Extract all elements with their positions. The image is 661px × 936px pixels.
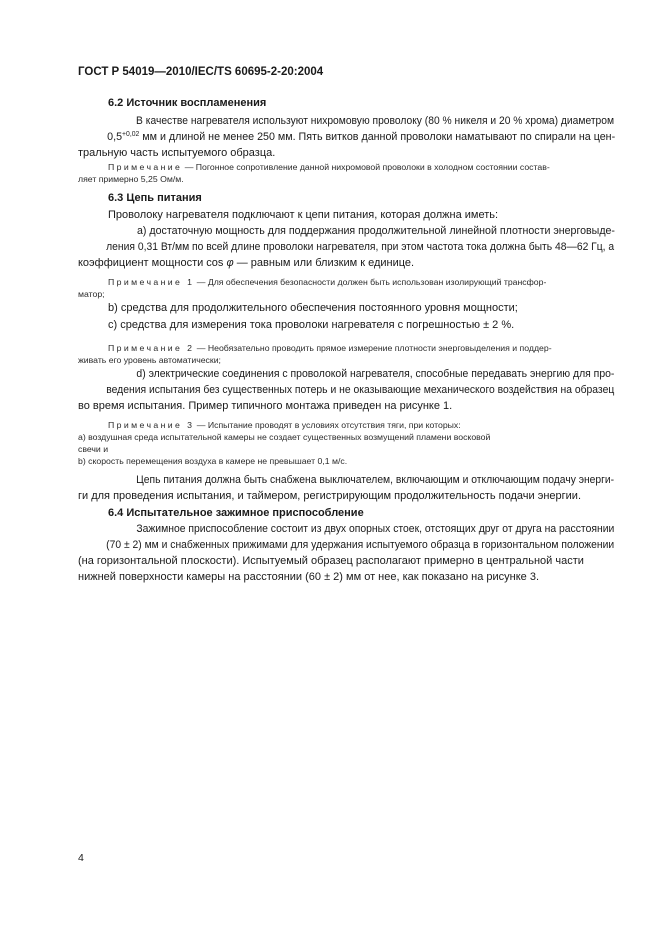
text-line: c) средства для измерения тока проволоки нагревателя с погрешностью ± 2 %.	[108, 319, 515, 331]
text-line: нижней поверхности камеры на расстоянии (60 ± 2) мм от нее, как показано на рисунке 3.	[78, 571, 540, 583]
note-label: Примечание 2	[108, 343, 195, 353]
superscript: +0,02	[122, 131, 140, 138]
text-line: b) скорость перемещения воздуха в камере не превышает 0,1 м/с.	[78, 456, 348, 466]
text-line: d) электрические соединения с проволокой нагревателя, способные передавать энергию для про-	[136, 368, 615, 380]
text-line: В качестве нагревателя используют нихромовую проволоку (80 % никеля и 20 % хрома) диаметром	[136, 115, 615, 127]
note-label: Примечание	[108, 162, 183, 172]
section-6-3	[78, 190, 586, 206]
text-line: тральную часть испытуемого образца.	[78, 147, 276, 159]
note	[78, 161, 586, 185]
list-item-b	[78, 300, 586, 316]
paragraph	[78, 113, 616, 161]
note	[78, 276, 586, 300]
paragraph	[78, 521, 615, 585]
text-span: мм и длиной не менее 250 мм. Пять витков данной проволоки наматывают по спирали на цен-	[139, 131, 616, 143]
text-line	[78, 342, 586, 354]
section-heading: 6.4 Испытательное зажимное приспособление	[108, 507, 364, 519]
paragraph	[78, 207, 586, 223]
section-6-2	[78, 95, 586, 111]
text-line: (на горизонтальной плоскости). Испытуемый образец располагают примерно в центральной части	[78, 555, 584, 567]
text-line	[78, 161, 586, 173]
note-label: Примечание 3	[108, 420, 195, 430]
text-span: — Для обеспечения безопасности должен быть использован изолирующий трансфор-	[194, 277, 547, 287]
text-line: b) средства для продолжительного обеспечения постоянного уровня мощности;	[108, 302, 518, 314]
section-heading: 6.2 Источник воспламенения	[108, 97, 267, 109]
text-line: Проволоку нагревателя подключают к цепи питания, которая должна иметь:	[108, 209, 499, 221]
text-line: a) достаточную мощность для поддержания продолжительной линейной плотности энерговыде-	[136, 225, 615, 237]
paragraph	[78, 472, 615, 504]
text-span: — Необязательно проводить прямое измерение плотности энерговыделения и поддер-	[194, 343, 552, 353]
text-span: коэффициент мощности cos	[78, 257, 227, 269]
list-item-a	[78, 223, 615, 271]
text-line: ги для проведения испытания, и таймером, регистрирующим продолжительность подачи энергии.	[78, 490, 582, 502]
list-item-c	[78, 317, 586, 333]
note-label: Примечание 1	[108, 277, 195, 287]
text-line: (70 ± 2) мм и снабженных прижимами для удержания испытуемого образца в горизонтальном положении	[106, 539, 615, 551]
note	[78, 342, 586, 366]
text-line: a) воздушная среда испытательной камеры не создает существенных возмущений пламени восковой	[78, 432, 491, 442]
list-item-d	[78, 366, 615, 414]
text-line: во время испытания. Пример типичного монтажа приведен на рисунке 1.	[78, 400, 453, 412]
text-line: Цепь питания должна быть снабжена выключателем, включающим и отключающим подачу энерги-	[136, 474, 615, 486]
text-line: ления 0,31 Вт/мм по всей длине проволоки нагревателя, при этом частота тока должна быть 48—62 Гц, а	[106, 241, 615, 253]
document-header: ГОСТ Р 54019—2010/IEC/TS 60695-2-20:2004	[78, 66, 324, 78]
text-line	[48, 255, 586, 271]
text-line: ляет примерно 5,25 Ом/м.	[78, 174, 184, 184]
text-span: 0,5	[107, 131, 123, 143]
text-line	[78, 419, 586, 431]
text-line	[78, 276, 586, 288]
text-line: ведения испытания без существенных потерь и не оказывающие механического воздействия на образец	[106, 384, 615, 396]
note	[78, 419, 586, 467]
text-span: — Испытание проводят в условиях отсутствия тяги, при которых:	[194, 420, 461, 430]
phi-symbol: φ	[226, 257, 234, 269]
text-span: — равным или близким к единице.	[233, 257, 415, 269]
text-line: свечи и	[78, 444, 109, 454]
text-line	[48, 129, 616, 145]
section-6-4	[78, 505, 586, 521]
text-line: живать его уровень автоматически;	[78, 355, 221, 365]
page-number: 4	[78, 852, 84, 864]
section-heading: 6.3 Цепь питания	[108, 192, 202, 204]
text-line: матор;	[78, 289, 105, 299]
text-span: — Погонное сопротивление данной нихромовой проволоки в холодном состоянии состав-	[182, 162, 550, 172]
text-line: Зажимное приспособление состоит из двух опорных стоек, отстоящих друг от друга на расстоянии	[136, 523, 615, 535]
